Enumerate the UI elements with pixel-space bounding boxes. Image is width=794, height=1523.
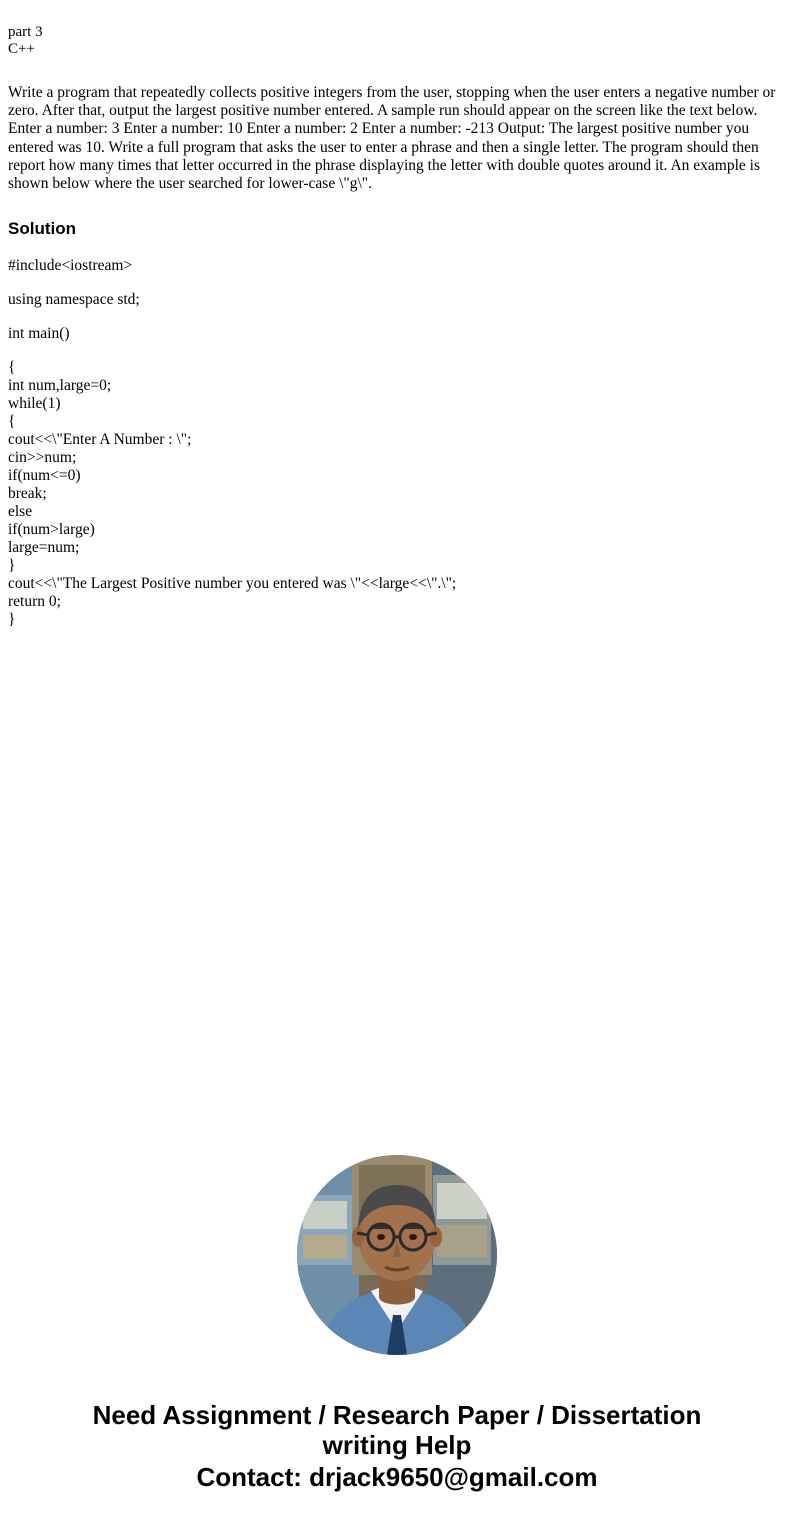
code-line: {	[8, 359, 16, 377]
assignment-prompt: Write a program that repeatedly collects positive integers from the user, stopping when the user enters a negative number or zero. After that, output the largest positive number entered. A sample run should appear on the screen like the text below. Enter a number: 3 Enter a number: 10 Enter a number: 2 Enter a number: -213 Output: The largest positive number you entered was 10. Write a full program that asks the user to enter a phrase and then a single letter. The program should then report how many times that letter occurred in the phrase displaying the letter with double quotes around it. An example is shown below where the user searched for lower-case \"g\".	[8, 84, 776, 193]
code-line: cin>>num;	[8, 449, 77, 467]
code-line: int main()	[8, 325, 70, 343]
solution-code-block	[8, 257, 786, 629]
footer-contact-email: Contact: drjack9650@gmail.com	[196, 1462, 598, 1492]
footer-contact-banner	[0, 1400, 794, 1492]
footer-line-1: Need Assignment / Research Paper / Dissertation	[92, 1400, 702, 1430]
document-page	[0, 0, 794, 629]
avatar-photo-icon	[297, 1155, 497, 1355]
code-line: using namespace std;	[8, 291, 140, 309]
code-line: }	[8, 557, 16, 575]
code-line: {	[8, 413, 16, 431]
language-label: C++	[8, 41, 35, 57]
code-line: if(num<=0)	[8, 467, 81, 485]
avatar	[297, 1155, 497, 1355]
code-line: large=num;	[8, 539, 80, 557]
part-label: part 3	[8, 24, 43, 40]
code-line: while(1)	[8, 395, 61, 413]
code-line: int num,large=0;	[8, 377, 112, 395]
code-line: cout<<\"Enter A Number : \";	[8, 431, 192, 449]
solution-heading: Solution	[8, 219, 76, 239]
code-line: if(num>large)	[8, 521, 95, 539]
code-line: }	[8, 611, 16, 629]
code-line: else	[8, 503, 33, 521]
footer-line-2: writing Help	[322, 1430, 472, 1460]
code-line: break;	[8, 485, 47, 503]
code-line: return 0;	[8, 593, 61, 611]
avatar-container	[0, 1155, 794, 1355]
code-line: cout<<\"The Largest Positive number you entered was \"<<large<<\".\";	[8, 575, 457, 593]
code-line: #include<iostream>	[8, 257, 133, 275]
